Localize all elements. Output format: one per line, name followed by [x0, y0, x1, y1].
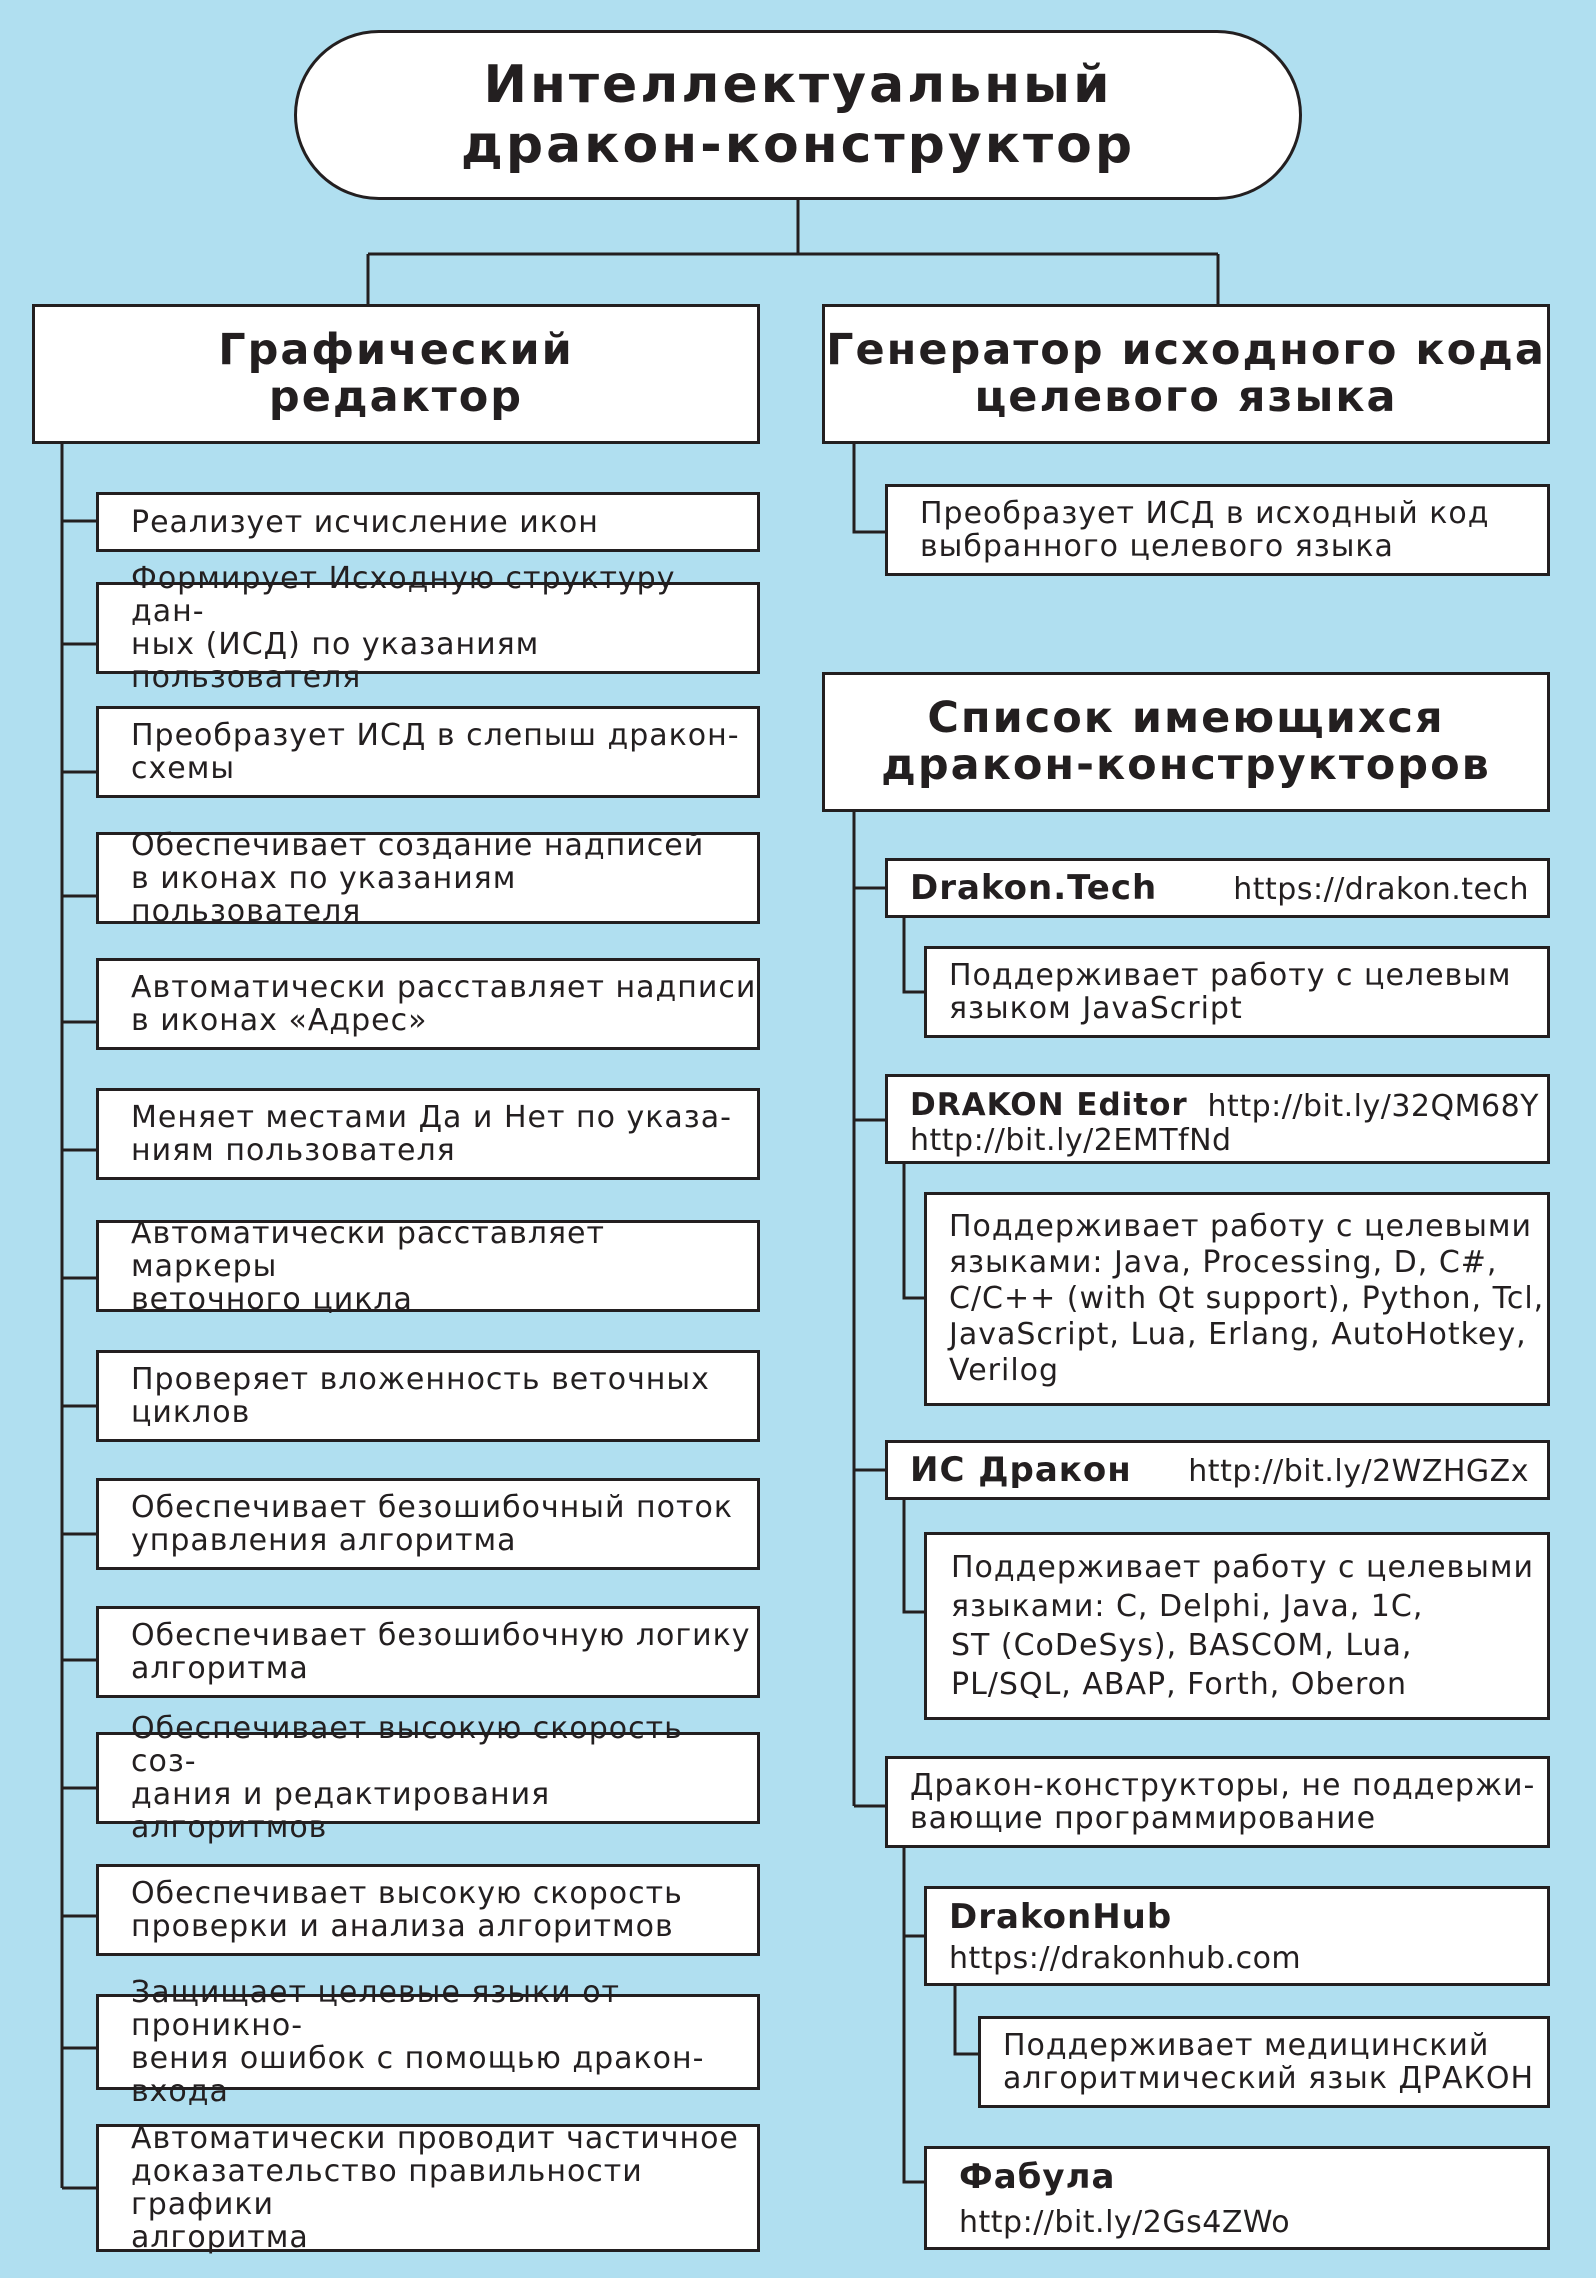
- editor-feature-text: Обеспечивает высокую скорость соз- дания и редактирования алгоритмов: [131, 1711, 683, 1845]
- connector-title: [368, 200, 1218, 306]
- drakon-tech-desc-box: [924, 946, 1550, 1038]
- fabula-name: Фабула: [959, 2157, 1116, 2197]
- editor-feature-text: Преобразует ИСД в слепыш дракон- схемы: [131, 718, 740, 786]
- editor-feature-text: Формирует Исходную структуру дан- ных (ИСД) по указаниям пользователя: [131, 561, 676, 695]
- editor-feature-text: Проверяет вложенность веточных циклов: [131, 1362, 710, 1430]
- drakon-tech-box: [885, 858, 1550, 918]
- editor-feature-text: Автоматически проводит частичное доказательство правильности графики алгоритма: [131, 2121, 739, 2255]
- connector-left-branches: [62, 521, 98, 2188]
- drakon-tech-desc: Поддерживает работу с целевым языком JavaScript: [949, 958, 1512, 1026]
- drakon-tech-url[interactable]: https://drakon.tech: [1233, 872, 1529, 907]
- editor-feature-item: [96, 1606, 760, 1698]
- list-heading-box: [822, 672, 1550, 812]
- drakonhub-desc-box: [978, 2016, 1550, 2108]
- drakon-editor-desc: Поддерживает работу с целевыми языками: Java, Processing, D, C#, C/C++ (with Qt support), Python, Tcl, JavaScript, Lua, Erlang, AutoHotkey, Verilog: [949, 1209, 1545, 1388]
- fabula-box: [924, 2146, 1550, 2250]
- is-drakon-desc: Поддерживает работу с целевыми языками: C, Delphi, Java, 1C, ST (CoDeSys), BASCOM, Lua, PL/SQL, ABAP, Forth, Oberon: [951, 1550, 1535, 1702]
- drakon-editor-box: [885, 1074, 1550, 1164]
- editor-feature-item: [96, 827, 760, 929]
- connector-hub: [955, 1986, 980, 2054]
- editor-feature-text: Реализует исчисление икон: [131, 504, 599, 540]
- editor-feature-text: Обеспечивает безошибочный поток управления алгоритма: [131, 1490, 733, 1558]
- editor-feature-text: Автоматически расставляет надписи в иконах «Адрес»: [131, 970, 757, 1038]
- is-drakon-name: ИС Дракон: [910, 1450, 1132, 1490]
- fabula-url[interactable]: http://bit.ly/2Gs4ZWo: [959, 2205, 1291, 2240]
- main-title-box: [294, 30, 1302, 200]
- is-drakon-box: [885, 1440, 1550, 1500]
- connector-isd: [904, 1500, 926, 1612]
- editor-feature-item: [96, 1975, 760, 2109]
- connector-generator: [854, 444, 887, 532]
- connector-list-branches: [854, 888, 887, 1806]
- main-title: Интеллектуальный дракон-конструктор: [460, 55, 1136, 175]
- connector-editor: [904, 1164, 926, 1298]
- editor-feature-item: [96, 706, 760, 798]
- nonprog-heading-box: [885, 1756, 1550, 1848]
- editor-feature-text: Защищает целевые языки от проникно- вения ошибок с помощью дракон-входа: [131, 1975, 705, 2109]
- nonprog-heading: Дракон-конструкторы, не поддержи- вающие программирование: [910, 1768, 1536, 1836]
- editor-feature-item: [96, 1215, 760, 1317]
- drakonhub-box: [924, 1886, 1550, 1986]
- editor-feature-item: [96, 1478, 760, 1570]
- list-heading: Список имеющихся дракон-конструкторов: [881, 693, 1491, 790]
- is-drakon-url[interactable]: http://bit.ly/2WZHGZx: [1188, 1454, 1529, 1489]
- drakonhub-name: DrakonHub: [949, 1897, 1173, 1937]
- graphic-editor-heading: Графический редактор: [218, 325, 574, 422]
- is-drakon-desc-box: [924, 1532, 1550, 1720]
- editor-feature-text: Обеспечивает безошибочную логику алгоритма: [131, 1618, 751, 1686]
- drakon-editor-url1[interactable]: http://bit.ly/32QM68Y: [1207, 1089, 1539, 1124]
- drakonhub-url[interactable]: https://drakonhub.com: [949, 1941, 1302, 1976]
- generator-item: [885, 484, 1550, 576]
- drakon-tech-name: Drakon.Tech: [910, 868, 1158, 908]
- editor-feature-text: Меняет местами Да и Нет по указа- ниям пользователя: [131, 1100, 732, 1168]
- editor-feature-item: [96, 958, 760, 1050]
- graphic-editor-heading-box: [32, 304, 760, 444]
- editor-feature-text: Обеспечивает высокую скорость проверки и анализа алгоритмов: [131, 1876, 683, 1944]
- drakon-editor-url2[interactable]: http://bit.ly/2EMTfNd: [910, 1123, 1232, 1158]
- editor-feature-item: [96, 1711, 760, 1845]
- editor-feature-item: [96, 1350, 760, 1442]
- generator-heading-box: [822, 304, 1550, 444]
- connector-nonprog: [904, 1848, 926, 2182]
- generator-item-text: Преобразует ИСД в исходный код выбранного целевого языка: [920, 496, 1490, 564]
- drakon-editor-name: DRAKON Editor: [910, 1087, 1188, 1123]
- editor-feature-text: Автоматически расставляет маркеры веточного цикла: [131, 1215, 605, 1317]
- generator-heading: Генератор исходного кода целевого языка: [826, 325, 1546, 422]
- editor-feature-item: [96, 1864, 760, 1956]
- editor-feature-text: Обеспечивает создание надписей в иконах по указаниям пользователя: [131, 827, 705, 929]
- drakon-editor-desc-box: [924, 1192, 1550, 1406]
- drakonhub-desc: Поддерживает медицинский алгоритмический язык ДРАКОН: [1003, 2028, 1535, 2096]
- editor-feature-item: [96, 2121, 760, 2255]
- editor-feature-item: [96, 561, 760, 695]
- connector-tech: [904, 918, 926, 992]
- editor-feature-item: [96, 492, 760, 552]
- editor-feature-item: [96, 1088, 760, 1180]
